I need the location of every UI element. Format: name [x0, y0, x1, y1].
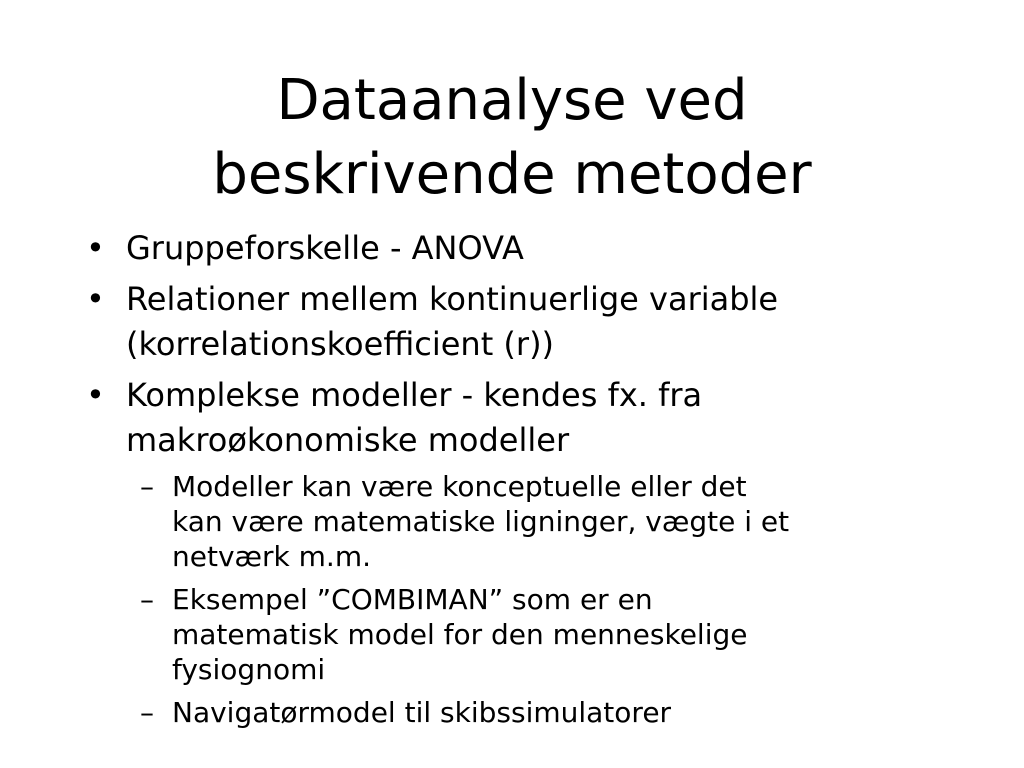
- bullet-text: Gruppeforskelle - ANOVA: [126, 229, 524, 267]
- dash-icon: –: [140, 696, 154, 729]
- sub-bullet-item: [140, 469, 966, 574]
- bullet-icon: •: [86, 376, 105, 414]
- sub-bullet-text: Modeller kan være konceptuelle eller det: [172, 470, 747, 503]
- bullet-item: [86, 226, 966, 271]
- bullet-item: [86, 277, 966, 367]
- dash-icon: –: [140, 583, 154, 616]
- bullet-list: [86, 226, 966, 738]
- title-line: beskrivende metoder: [212, 142, 812, 207]
- sub-bullet-text: fysiognomi: [172, 653, 326, 686]
- sub-bullet-text: netværk m.m.: [172, 540, 371, 573]
- bullet-text: Relationer mellem kontinuerlige variable: [126, 280, 779, 318]
- sub-bullet-item: [140, 582, 966, 687]
- sub-bullet-list: [140, 469, 966, 730]
- dash-icon: –: [140, 470, 154, 503]
- sub-bullet-text: Eksempel ”COMBIMAN” som er en: [172, 583, 653, 616]
- bullet-text: Komplekse modeller - kendes fx. fra: [126, 376, 703, 414]
- bullet-text: (korrelationskoefficient (r)): [126, 325, 555, 363]
- sub-bullet-item: [140, 695, 966, 730]
- sub-bullet-text: matematisk model for den menneskelige: [172, 618, 748, 651]
- bullet-icon: •: [86, 280, 105, 318]
- bullet-item: [86, 373, 966, 463]
- sub-bullet-text: Navigatørmodel til skibssimulatorer: [172, 696, 672, 729]
- slide-title: [0, 64, 1024, 212]
- bullet-text: makroøkonomiske modeller: [126, 421, 570, 459]
- bullet-icon: •: [86, 229, 105, 267]
- sub-bullet-text: kan være matematiske ligninger, vægte i et: [172, 505, 790, 538]
- title-line: Dataanalyse ved: [276, 68, 748, 133]
